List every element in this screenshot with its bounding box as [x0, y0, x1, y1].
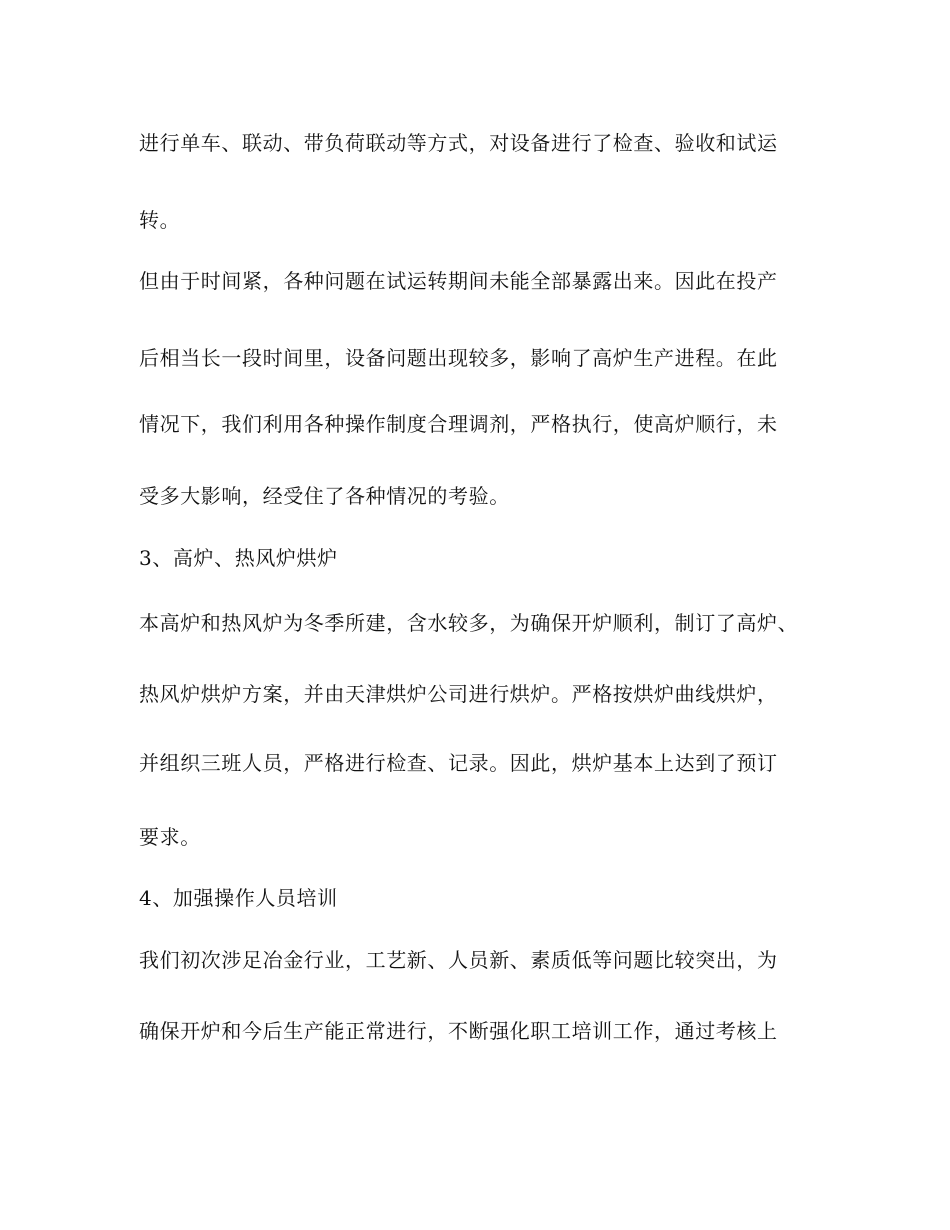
- section-heading: 3、高炉、热风炉烘炉: [139, 546, 338, 570]
- text-line: 情况下，我们利用各种操作制度合理调剂，严格执行，使高炉顺行，未: [139, 412, 778, 436]
- text-line: 要求。: [139, 825, 201, 849]
- text-line: 后相当长一段时间里，设备问题出现较多，影响了高炉生产进程。在此: [139, 346, 778, 370]
- text-line: 确保开炉和今后生产能正常进行，不断强化职工培训工作，通过考核上: [139, 1019, 778, 1043]
- text-line: 热风炉烘炉方案，并由天津烘炉公司进行烘炉。严格按烘炉曲线烘炉，: [139, 682, 778, 706]
- text-line: 本高炉和热风炉为冬季所建，含水较多，为确保开炉顺利，制订了高炉、: [139, 611, 799, 635]
- text-line: 但由于时间紧，各种问题在试运转期间未能全部暴露出来。因此在投产: [139, 269, 778, 293]
- text-line: 并组织三班人员，严格进行检查、记录。因此，烘炉基本上达到了预订: [139, 751, 778, 775]
- text-line: 我们初次涉足冶金行业，工艺新、人员新、素质低等问题比较突出，为: [139, 948, 778, 972]
- text-line: 进行单车、联动、带负荷联动等方式，对设备进行了检查、验收和试运: [139, 131, 778, 155]
- text-line: 转。: [139, 208, 181, 232]
- section-heading: 4、加强操作人员培训: [139, 886, 338, 910]
- text-line: 受多大影响，经受住了各种情况的考验。: [139, 484, 510, 508]
